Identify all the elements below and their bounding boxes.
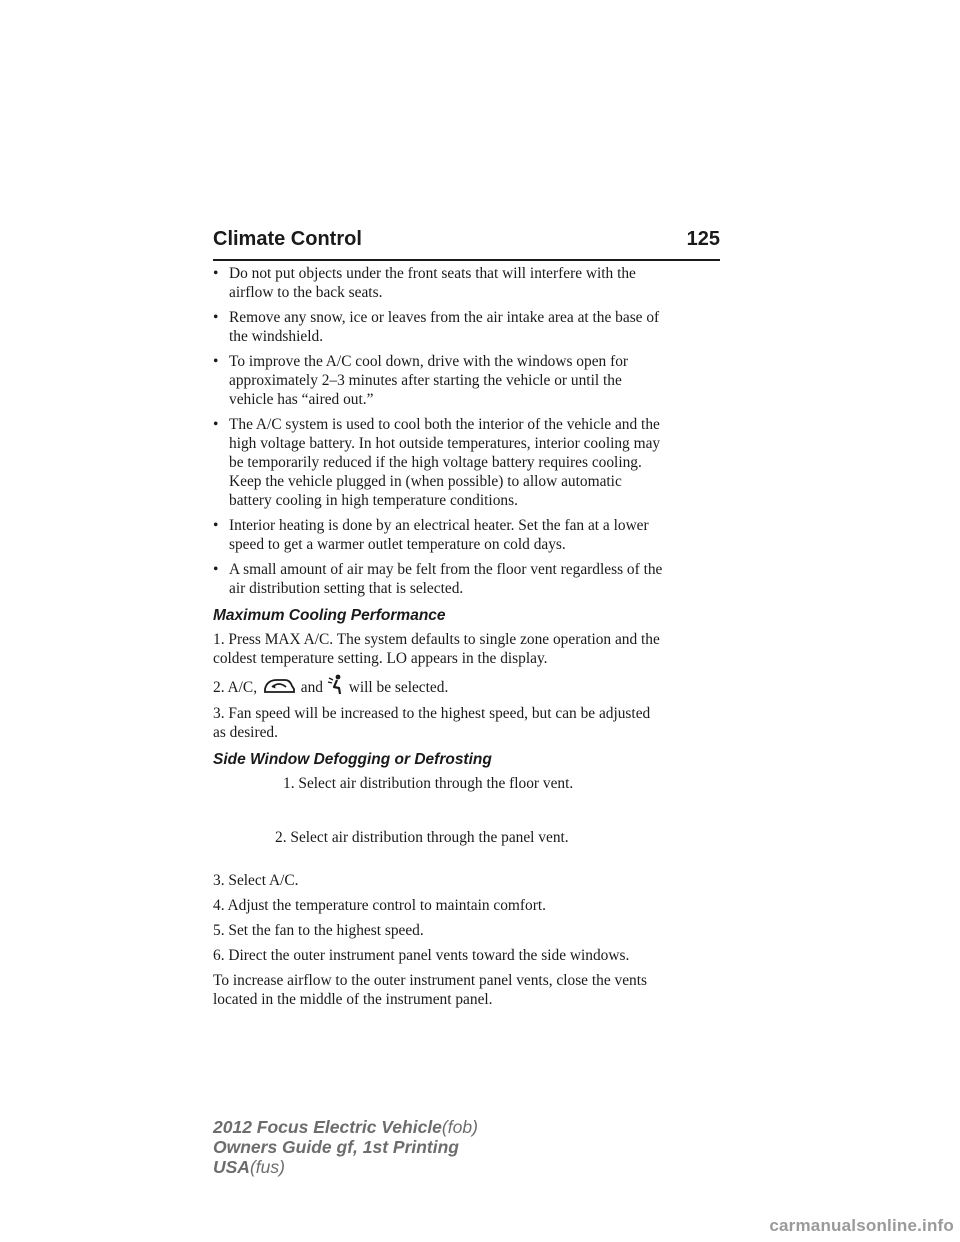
bullet-item <box>213 560 723 598</box>
bullet-line: The A/C system is used to cool both the interior of the vehicle and the <box>229 416 660 433</box>
bullet-line: approximately 2–3 minutes after starting the vehicle or until the <box>229 372 622 389</box>
text-line: as desired. <box>213 724 278 741</box>
text-line: 1. Press MAX A/C. The system defaults to single zone operation and the <box>213 631 660 648</box>
bullet-dot: • <box>213 517 219 534</box>
bullet-line: the windshield. <box>229 328 324 345</box>
footer-code: (fus) <box>249 1157 285 1177</box>
defog-step-5: 5. Set the fan to the highest speed. <box>213 922 424 939</box>
footer-line-1 <box>213 1117 478 1137</box>
bullet-line: To improve the A/C cool down, drive with the windows open for <box>229 353 629 370</box>
bullet-dot: • <box>213 353 219 370</box>
bullet-dot: • <box>213 309 219 326</box>
text-run: and <box>300 679 323 696</box>
bullet-item <box>213 415 723 510</box>
bullet-dot: • <box>213 561 219 578</box>
bullet-line: air distribution setting that is selected. <box>229 580 464 597</box>
max-cooling-step-1 <box>213 630 723 668</box>
defog-step-1: 1. Select air distribution through the floor vent. <box>283 775 574 792</box>
bullet-line: Keep the vehicle plugged in (when possible) to allow automatic <box>229 473 622 490</box>
defog-step-2: 2. Select air distribution through the panel vent. <box>275 829 569 846</box>
defog-heading: Side Window Defogging or Defrosting <box>213 751 492 768</box>
bullet-line: vehicle has “aired out.” <box>229 391 374 408</box>
section-title: Climate Control <box>213 228 362 250</box>
bullet-dot: • <box>213 416 219 433</box>
bullet-line: airflow to the back seats. <box>229 284 383 301</box>
defog-step-6: 6. Direct the outer instrument panel vents toward the side windows. <box>213 947 630 964</box>
text-run: 2. A/C, <box>213 679 258 696</box>
max-cooling-heading: Maximum Cooling Performance <box>213 607 446 624</box>
bullet-dot: • <box>213 265 219 282</box>
bullet-line: speed to get a warmer outlet temperature on cold days. <box>229 536 566 553</box>
defog-step-3: 3. Select A/C. <box>213 872 299 889</box>
defog-note <box>213 971 723 1009</box>
bullet-line: Do not put objects under the front seats that will interfere with the <box>229 265 636 282</box>
footer-line-3 <box>213 1157 478 1177</box>
text-line: 3. Fan speed will be increased to the highest speed, but can be adjusted <box>213 705 651 722</box>
text-line: To increase airflow to the outer instrument panel vents, close the vents <box>213 972 648 989</box>
bullet-line: battery cooling in high temperature conditions. <box>229 492 518 509</box>
bullet-item <box>213 264 723 302</box>
bullet-line: A small amount of air may be felt from the floor vent regardless of the <box>229 561 663 578</box>
footer-printing: Owners Guide gf, 1st Printing <box>213 1137 459 1157</box>
text-line: coldest temperature setting. LO appears in the display. <box>213 650 548 667</box>
page-header <box>213 226 720 260</box>
footer-line-2 <box>213 1137 478 1157</box>
defog-step-4: 4. Adjust the temperature control to maintain comfort. <box>213 897 546 914</box>
page-body <box>213 264 723 1015</box>
bullet-line: Interior heating is done by an electrical heater. Set the fan at a lower <box>229 517 649 534</box>
bullet-line: be temporarily reduced if the high voltage battery requires cooling. <box>229 454 642 471</box>
footer-code: (fob) <box>441 1117 478 1137</box>
footer-market: USA <box>213 1157 250 1177</box>
panel-vent-icon <box>327 674 345 701</box>
text-line: located in the middle of the instrument panel. <box>213 991 493 1008</box>
bullet-line: high voltage battery. In hot outside temperatures, interior cooling may <box>229 435 661 452</box>
max-cooling-step-3 <box>213 704 723 742</box>
max-cooling-step-2 <box>213 674 723 698</box>
footer-model: 2012 Focus Electric Vehicle <box>213 1117 442 1137</box>
page-footer <box>213 1117 478 1177</box>
recirculation-icon <box>261 676 297 701</box>
bullet-item <box>213 516 723 554</box>
text-run: will be selected. <box>348 679 449 696</box>
page-number: 125 <box>686 228 720 250</box>
bullet-line: Remove any snow, ice or leaves from the air intake area at the base of <box>229 309 660 326</box>
header-rule <box>213 259 720 261</box>
bullet-item <box>213 352 723 409</box>
watermark: carmanualsonline.info <box>769 1216 954 1235</box>
bullet-item <box>213 308 723 346</box>
